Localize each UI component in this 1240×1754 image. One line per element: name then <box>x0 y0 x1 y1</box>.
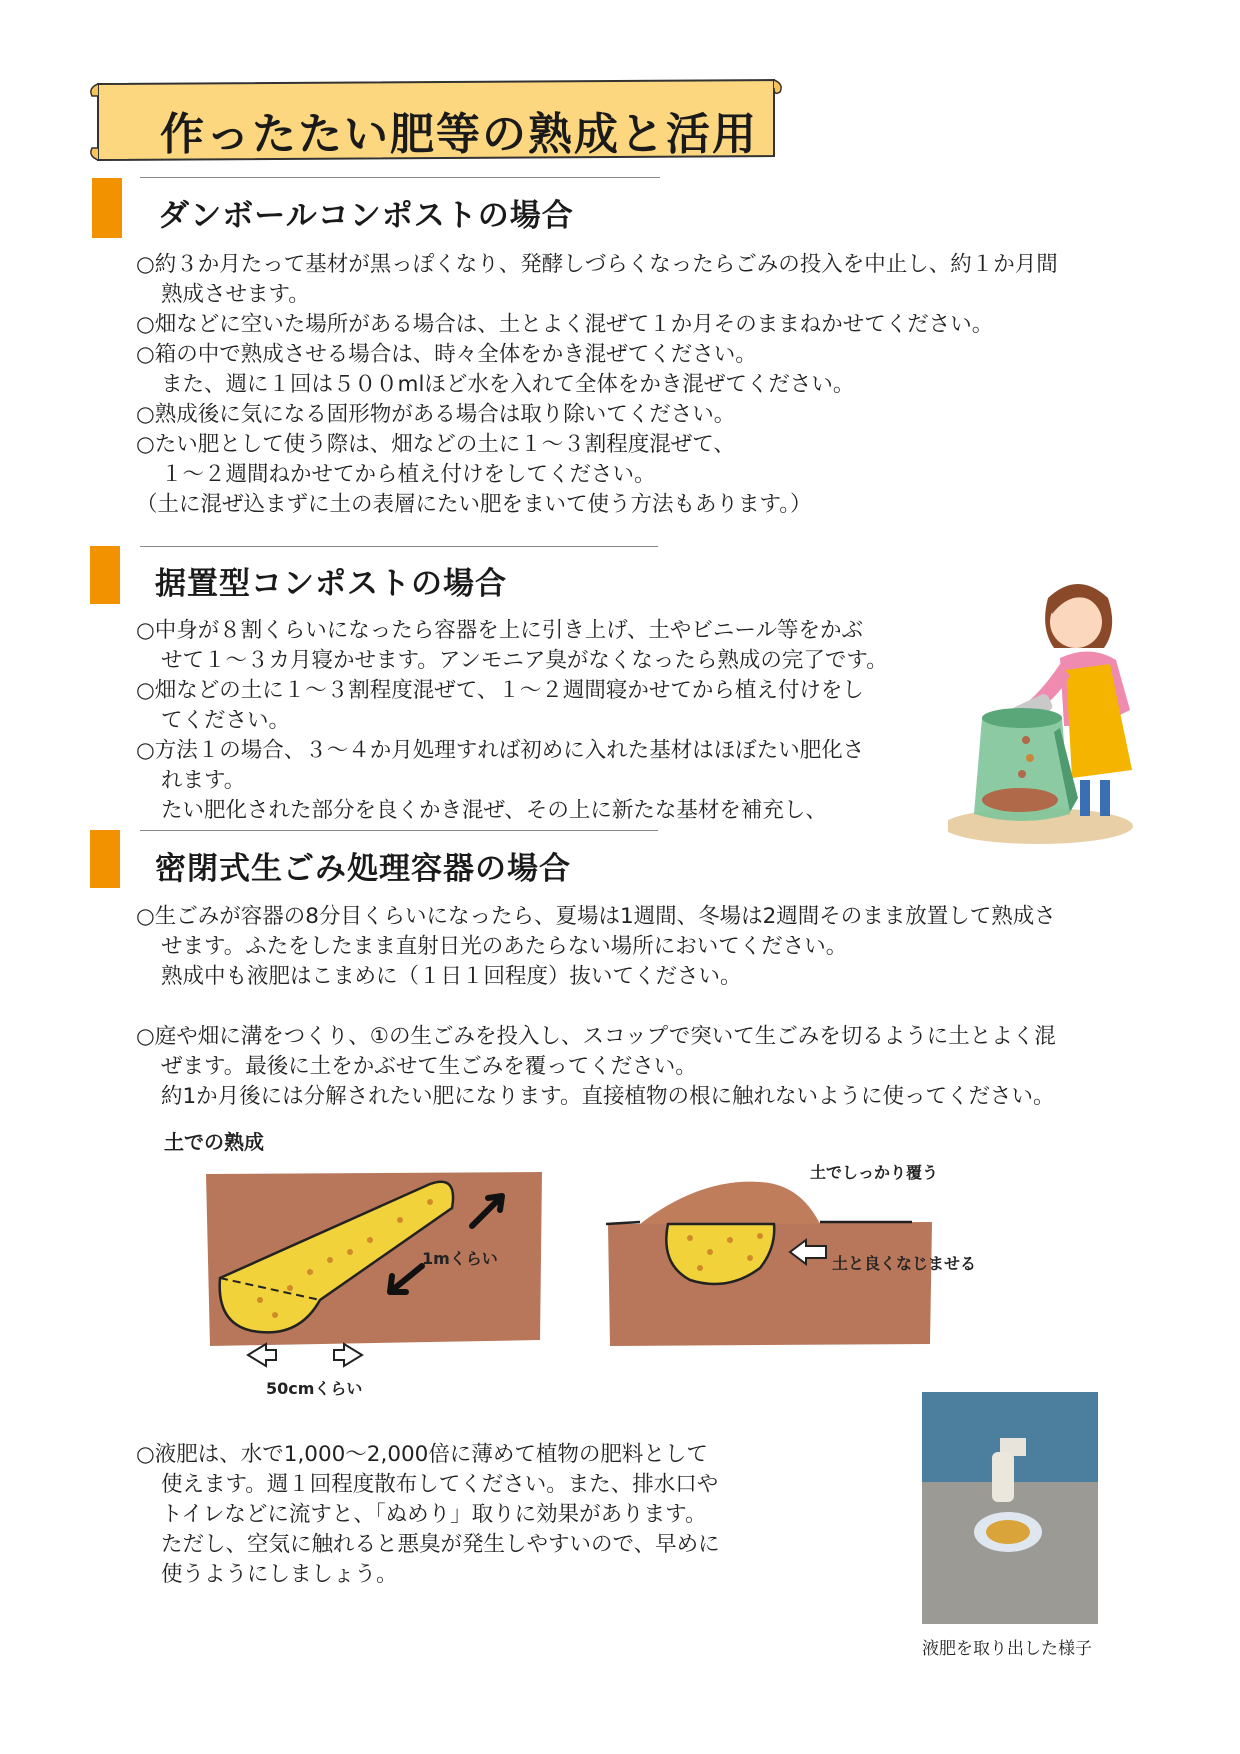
text-line: また、週に１回は５００mlほど水を入れて全体をかき混ぜてください。 <box>161 372 855 397</box>
section-body-sealed-1 <box>136 902 1056 992</box>
text-line: ○庭や畑に溝をつくり、①の生ごみを投入し、スコップで突いて生ごみを切るように土とよく混 <box>136 1024 1056 1049</box>
section-heading-standing: 据置型コンポストの場合 <box>155 566 507 602</box>
section-body-cardboard <box>136 250 1058 520</box>
text-line: ただし、空気に触れると悪臭が発生しやすいので、早めに <box>161 1532 720 1557</box>
text-line: ○箱の中で熟成させる場合は、時々全体をかき混ぜてください。 <box>136 342 757 367</box>
section-heading-sealed: 密閉式生ごみ処理容器の場合 <box>155 851 571 887</box>
text-line: ○熟成後に気になる固形物がある場合は取り除いてください。 <box>136 402 736 427</box>
width-arrows-icon <box>240 1340 370 1370</box>
liquid-fertilizer-photo <box>922 1392 1098 1624</box>
text-line: 約1か月後には分解されたい肥になります。直接植物の根に触れないように使ってください。 <box>161 1084 1055 1109</box>
text-line: １～２週間ねかせてから植え付けをしてください。 <box>161 462 656 487</box>
text-line: せて１～３カ月寝かせます。アンモニア臭がなくなったら熟成の完了です。 <box>161 648 888 673</box>
section-marker <box>90 830 120 888</box>
text-line: ○中身が８割くらいになったら容器を上に引き上げ、土やビニール等をかぶ <box>136 618 863 643</box>
text-line: ○生ごみが容器の8分目くらいになったら、夏場は1週間、冬場は2週間そのまま放置して熟成さ <box>136 904 1056 929</box>
section-body-standing <box>136 616 888 826</box>
text-line: ○液肥は、水で1,000～2,000倍に薄めて植物の肥料として <box>136 1442 708 1467</box>
section-marker <box>92 178 122 238</box>
text-line: ○畑などに空いた場所がある場合は、土とよく混ぜて１か月そのままねかせてください。 <box>136 312 994 337</box>
text-line: 熟成中も液肥はこまめに（１日１回程度）抜いてください。 <box>161 964 742 989</box>
text-line: れます。 <box>161 768 246 793</box>
label-1m: 1mくらい <box>422 1249 498 1268</box>
section-marker <box>90 546 120 604</box>
section-heading-cardboard: ダンボールコンポストの場合 <box>158 198 574 234</box>
woman-compost-illustration <box>948 568 1148 848</box>
text-line: 熟成させます。 <box>161 282 310 307</box>
text-line: 使えます。週１回程度散布してください。また、排水口や <box>161 1472 719 1497</box>
diagram-heading: 土での熟成 <box>164 1130 264 1154</box>
label-cover: 土でしっかり覆う <box>810 1163 939 1182</box>
text-line: てください。 <box>161 708 291 733</box>
text-line: ○方法１の場合、３～４か月処理すれば初めに入れた基材はほぼたい肥化さ <box>136 738 865 763</box>
photo-caption: 液肥を取り出した様子 <box>922 1639 1092 1659</box>
text-line: トイレなどに流すと、「ぬめり」取りに効果があります。 <box>161 1502 707 1527</box>
section-body-sealed-2 <box>136 1022 1056 1112</box>
text-line: ○たい肥として使う際は、畑などの土に１～３割程度混ぜて、 <box>136 432 735 457</box>
text-line: ぜます。最後に土をかぶせて生ごみを覆ってください。 <box>161 1054 697 1079</box>
liquid-fertilizer-text <box>136 1440 720 1590</box>
text-line: たい肥化された部分を良くかき混ぜ、その上に新たな基材を補充し、 <box>161 798 827 823</box>
section-rule <box>140 177 660 178</box>
text-line: 使うようにしましょう。 <box>161 1562 398 1587</box>
page-title: 作ったたい肥等の熟成と活用 <box>160 109 758 160</box>
section-rule <box>140 546 658 547</box>
label-50cm: 50cmくらい <box>266 1379 363 1398</box>
text-line: ○約３か月たって基材が黒っぽくなり、発酵しづらくなったらごみの投入を中止し、約１か月間 <box>136 252 1058 277</box>
text-line: （土に混ぜ込まずに土の表層にたい肥をまいて使う方法もあります。） <box>136 492 812 517</box>
section-rule <box>140 830 658 831</box>
text-line: せます。ふたをしたまま直射日光のあたらない場所においてください。 <box>161 934 848 959</box>
label-mix: 土と良くなじませる <box>832 1254 977 1273</box>
text-line: ○畑などの土に１～３割程度混ぜて、１～２週間寝かせてから植え付けをし <box>136 678 864 703</box>
